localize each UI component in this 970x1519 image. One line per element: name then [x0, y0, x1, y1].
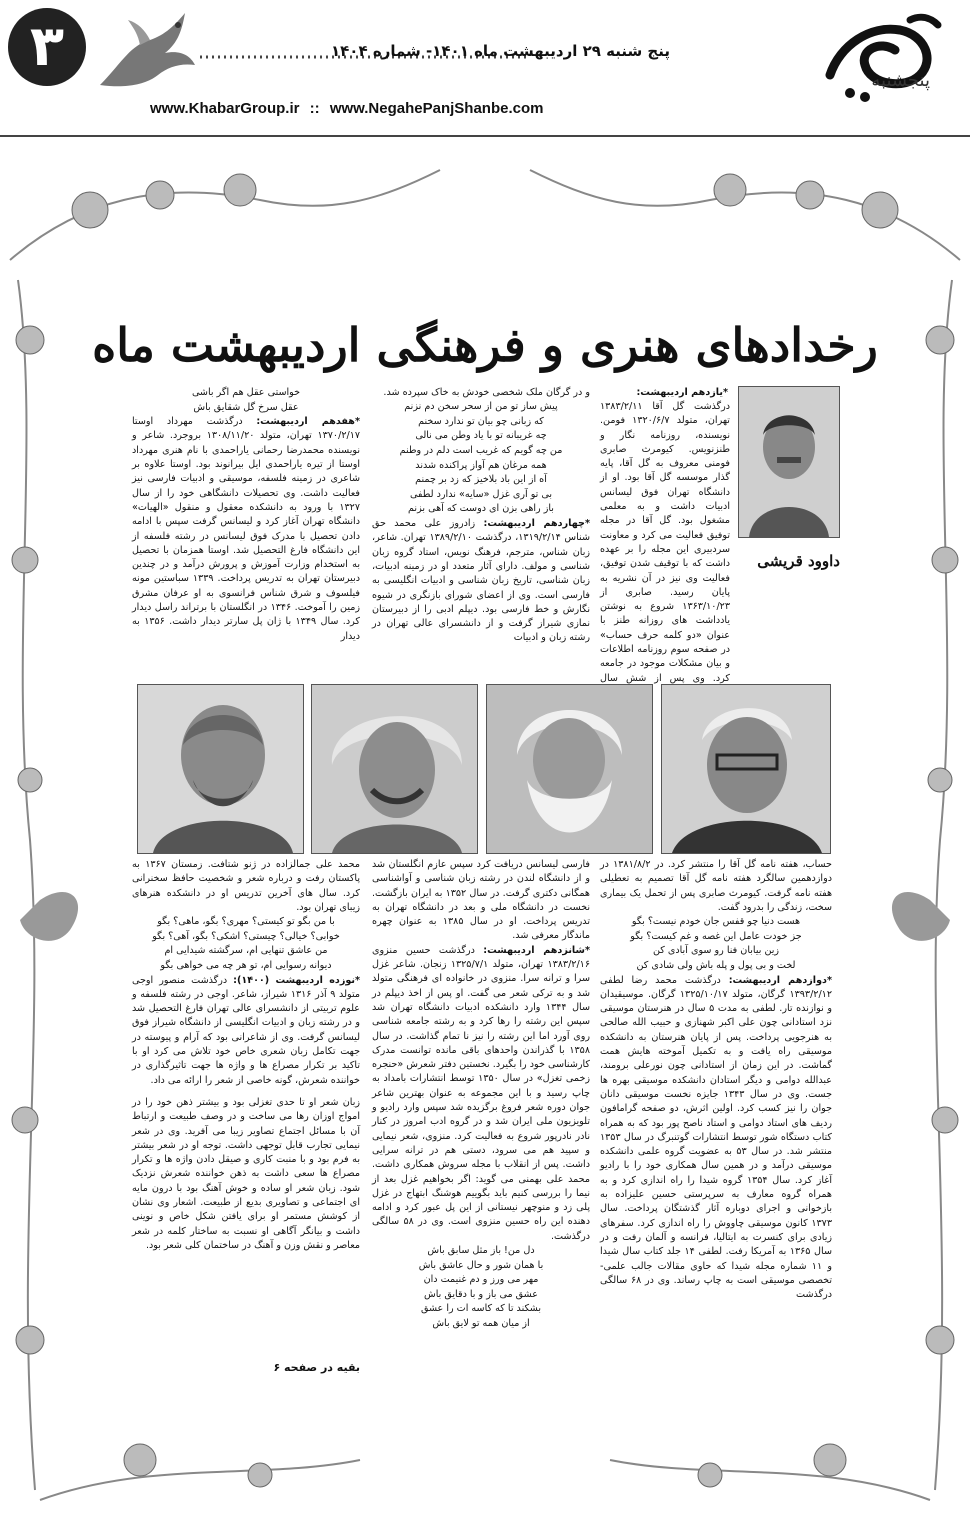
- paragraph: زبان شعر او تا حدی تغزلی بود و بیشتر ذهن خود را در امواج اوزان رها می ساخت و در وصف طبیعت و ارتباط آن با مسائل اجتماع تصاویر زیبا می آفرید. وی در شعر نیمایی تجارب قابل توجهی داشت. توجه او در شعر بیشتر به فرم بود و با منبت کاری و صیقل دادن واژه ها و تکرار مصراع ها سعی داشت به ذهن خواننده شعرش نزدیک شود. زبان شعر او ساده و خوش آهنگ بود با درون مایه ای اجتماعی و تصاویری بدیع از طبیعت. اشعار وی نشان از کوشش مستمر او برای یافتن شکل خاص و نوینی داشت و بیانگر آگاهی او نسبت به ساختار کلمه در شعر معاصر و نقش وزن و آهنگ در ساختمان کلی شعر بود.: [132, 1096, 360, 1251]
- verse-line: دیوانه رسوایی ام، تو هر چه می خواهی بگو: [160, 959, 332, 971]
- page-headline: رخدادهای هنری و فرهنگی اردیبهشت ماه: [92, 318, 878, 372]
- paragraph: درگذشت گل آقا ۱۳۸۳/۲/۱۱ تهران، متولد ۱۳۲۰/۶/۷ فومن. نویسنده، روزنامه نگار و طنزنویس. کیومرث صابری فومنی معروف به گل آقا، پایه گذار موسسه گل آقا بود. او از دانشگاه تهران فوق لیسانس ادبیات داشت و به معلمی مشغول بود. گل آقا در مجله توفیق فعالیت می کرد و معاونت سردبیری این مجله را بر عهده داشت که با توقیف شدن توفیق، فعالیت وی نیز در آن نشریه به پایان رسید. صابری از ۱۳۶۳/۱۰/۲۳ شروع به نوشتن یادداشت های روزانه طنز با عنوان «دو کلمه حرف حساب» در صفحه سوم روزنامه اطلاعات و بیان مشکلات موجود در جامعه کرد. وی پس از شش سال: [600, 401, 730, 684]
- date-label: *چهاردهم اردیبهشت:: [483, 518, 590, 530]
- portrait-photo-2: [311, 684, 478, 854]
- paragraph: فارسی لیسانس دریافت کرد سپس عازم انگلستان شد و از دانشگاه لندن در رشته زبان شناسی و آواشناسی همگانی دکتری گرفت. در سال ۱۳۵۲ به ایران بازگشت. نخست در دانشگاه ملی و بعد در دانشگاه تهران به تدریس پرداخت. او در سال ۱۳۸۵ به عنوان چهره ماندگار معرفی شد.: [372, 859, 590, 942]
- masthead: [0, 0, 970, 137]
- portrait-photo-4: [661, 684, 831, 854]
- portrait-photo-davoud-ghoreyshi: [738, 386, 840, 538]
- date-label: *دوازدهم اردیبهشت:: [728, 974, 832, 986]
- verse-line: خواستی عقل هم اگر باشی: [191, 387, 301, 398]
- verse-line: بی تو آری غزل «سایه» ندارد لطفی: [409, 488, 553, 500]
- website-link-negah[interactable]: www.NegahePanjShanbe.com: [329, 100, 544, 117]
- article-column-top-middle: [372, 386, 590, 686]
- verse-line: از میان همه تو لایق باش: [432, 1317, 530, 1329]
- paragraph: حساب، هفته نامه گل آقا را منتشر کرد. در ۱۳۸۱/۸/۲ در دوازدهمین سالگرد هفته نامه گل آقا تصمیم به تعطیلی هفته نامه گرفت. کیومرث صابری پس از تحمل یک بیماری سخت، زندگی را بدرود گفت.: [600, 859, 832, 913]
- verse-line: عشق می باز و با دقایق باش: [424, 1288, 538, 1300]
- paragraph: درگذشت مهرداد اوستا ۱۳۷۰/۲/۱۷ تهران، متولد ۱۳۰۸/۱۱/۲۰ بروجرد. شاعر و نویسنده محمدرضا رحمانی یاراحمدی با نام هنری مهرداد اوستا از تیره یاراحمدی ایل بیرانوند بود. اوستا علاوه بر شاعری در زمینه فلسفه، موسیقی و ادبیات فارسی نیز فعالیت داشت. وی تحصیلات دانشگاهی خود را از سال ۱۳۲۷ با ورود به دانشکده معقول و منقول «الهیات» دانشگاه تهران آغاز کرد و لیسانس گرفت سپس با ادامه دادن تحصیل با مدرک فوق لیسانس در رشته فلسفه از این دانشگاه فارغ التحصیل شد. اوستا همزمان با تحصیل به استخدام وزارت آموزش و پرورش درآمد و در چندین دبیرستان تهران به تدریس پرداخت. ۱۳۳۹ سباستین مونه فیلسوف و شرق شناس فرانسوی به او عرفان مشرق زمین را آموخت. ۱۳۴۶ در انگلستان با برتراند راسل دیدار کرد. سال ۱۳۴۹ با ژان پل سارتر دیدار داشت. ۱۳۵۶ به دیدار: [132, 416, 361, 642]
- verse-line: هست دنیا چو قفس جان خودم نیست؟ بگو: [631, 916, 801, 928]
- portrait-illustration-icon: [487, 685, 652, 853]
- page-number-badge: ۳: [8, 8, 86, 86]
- negah-logo: [810, 5, 950, 115]
- portrait-photo-1: [137, 684, 304, 854]
- verse-line: من عاشق تنهایی ام، سرگشته شیدایی ام: [164, 945, 328, 957]
- date-label: *نوزده اردیبهشت (۱۴۰۰):: [233, 974, 360, 986]
- article-column-bottom-right: [600, 858, 832, 1378]
- verse-line: بشکند تا که کاسه ات را عشق: [420, 1303, 541, 1315]
- article-column-top-right: [600, 400, 730, 690]
- paragraph: درگذشت منصور اوجی متولد ۹ آذر ۱۳۱۶ شیراز، شاعر. اوجی در رشته فلسفه و علوم تربیتی از دانشسرای عالی تهران فارغ التحصیل شد و در رشته زبان و ادبیات انگلیسی از دانشگاه شیراز فوق لیسانس گرفت. وی از شاعرانی بود که آرام و پیوسته در جهت تکامل زبان شعری خاص خود تلاش می کرد او با تاکید بر تکرار مصراع ها و واژه ها جهت تاثیرگذاری در خواننده شعرش، گونه خاصی از شعر را ارائه می داد.: [132, 974, 361, 1086]
- portrait-illustration-icon: [312, 685, 477, 853]
- verse-line: خوابی؟ خیالی؟ چیستی؟ اشکی؟ بگو، آهی؟ بگو: [152, 930, 340, 942]
- paragraph: محمد علی جمالزاده در ژنو شتافت. زمستان ۱۳۶۷ به پاکستان رفت و درباره شعر و شخصیت حافظ سخنرانی کرد. سال های آخرین تدریس او در دانشکده هنرهای زیبای تهران بود.: [132, 859, 360, 913]
- verse-line: آه از این باد بلاخیز که زد بر چمنم: [415, 474, 547, 486]
- verse-line: با همان شور و حال عاشق باش: [418, 1259, 544, 1271]
- verse-line: عقل سرخ گل شقایق باش: [193, 401, 299, 413]
- article-column-bottom-left: [132, 858, 360, 1358]
- verse-line: زین بیابان فنا رو سوی آبادی کن: [652, 945, 780, 957]
- paragraph: و در گرگان ملک شخصی خودش به خاک سپرده شد.: [383, 387, 590, 398]
- website-separator: ::: [309, 100, 320, 117]
- website-link-khabargroup[interactable]: www.KhabarGroup.ir: [150, 100, 300, 117]
- paragraph: درگذشت حسین منزوی ۱۳۸۳/۲/۱۶ تهران، متولد ۱۳۲۵/۷/۱ زنجان. شاعر غزل سرا و ترانه سرا. منزوی در خانواده ای فرهنگی متولد شد و به ترکی شعر می گفت. او پس از اخذ دیپلم در سال ۱۳۴۴ وارد دانشکده ادبیات دانشگاه تهران شد سپس این رشته را رها کرد و به رشته جامعه شناسی روی آورد اما این رشته را نیز نا تمام گذاشت. در سال ۱۳۵۸ با گذراندن واحدهای باقی مانده توانست مدرک کارشناسی خود را بگیرد. نخستین دفتر شعرش «حنجره زخمی تغزل» در سال ۱۳۵۰ توسط انتشارات بامداد به چاپ رسید و با این مجموعه به عنوان بهترین شاعر جوان دوره شعر فروغ برگزیده شد سپس وارد رادیو و تلویزیون ملی ایران شد و در گروه ادب امروز در کنار نادر نادرپور شروع به فعالیت کرد. منزوی، شعر نیمایی و سپید هم می سرود، دستی هم در ترانه سرایی داشت. پس از انقلاب با مجله سروش همکاری داشت. محمد علی بهمنی می گوید: اگر بخواهیم غزل بعد از نیما را بررسی کنیم باید بگوییم هوشنگ ابتهاج در غزل پلی زد و منوچهر نیستانی از این پل عبور کرد و ادامه دهنده این راه حسین منزوی است. وی در ۵۸ سالگی درگذشت.: [372, 944, 591, 1242]
- verse-line: باز راهی بزن ای دوست که آهی بزنم: [408, 503, 554, 515]
- phoenix-ornament-icon: [90, 5, 200, 95]
- verse-line: چه غریبانه تو با یاد وطن می نالی: [415, 430, 547, 442]
- date-label: *شانزدهم اردیبهشت:: [483, 944, 590, 956]
- verse-line: مهر می ورز و دم غنیمت دان: [423, 1274, 539, 1286]
- portrait-illustration-icon: [138, 685, 303, 853]
- verse-line: که زبانی چو بیان تو ندارد سخنم: [418, 415, 544, 427]
- logo-subtitle: پنجشنبه: [871, 70, 930, 91]
- portrait-illustration-icon: [739, 387, 839, 537]
- date-label: *هفدهم اردیبهشت:: [256, 416, 360, 428]
- photo-caption: داوود قریشی: [757, 552, 840, 570]
- verse-line: جز خودت عامل این غصه و غم کیست؟ بگو: [630, 930, 802, 942]
- verse-line: همه مرغان هم آواز پراکنده شدند: [415, 459, 547, 471]
- verse-line: لخت و بی پول و پله باش ولی شادی کن: [636, 959, 796, 971]
- portrait-photo-3: [486, 684, 653, 854]
- portrait-illustration-icon: [662, 685, 830, 853]
- issue-dateline: پنج شنبه ۲۹ اردیبهشت ماه ۱۴۰۱- شماره ۱۴۰۴: [331, 42, 670, 60]
- verse-line: پیش ساز تو من از سحر سخن دم نزنم: [404, 401, 558, 413]
- verse-line: با من بگو تو کیستی؟ مهری؟ بگو، ماهی؟ بگو: [157, 916, 335, 928]
- paragraph: درگذشت محمد رضا لطفی ۱۳۹۳/۲/۱۲ گرگان، متولد ۱۳۲۵/۱۰/۱۷ گرگان. موسیقیدان و نوازنده تار. لطفی به مدت ۵ سال در هنرستان موسیقی نزد استادانی چون علی اکبر شهنازی و حبیب الله صالحی به هنرجویی پرداخت. پس از پایان هنرستان به دانشکده موسیقی راه یافت و به تکمیل آموخته هایش همت گماشت. در این زمان از استادانی چون نورعلی برومند، عبدالله دوامی و دیگر استادان دانشکده موسیقی بهره ها جست. وی در سال ۱۳۴۳ جایزه نخست موسیقی دانان جوان را نیز کسب کرد. اولین اثرش، دو صفحه گرامافون ردیف های استاد دوامی و استاد ناصح پور بود که به همراه کتاب دستگاه شور توسط انتشارات گوتنبرگ در سال ۱۳۵۳ منتشر شد. در سال ۵۳ به عضویت گروه علمی دانشکده موسیقی درآمد و در همین سال همکاری خود را با رادیو آغاز کرد. سال ۱۳۵۴ گروه شیدا را راه اندازی کرد و به همراه گروه معارف به سرپرستی حسین علیزاده به بازخوانی و اجرای دوباره آثار گذشتگان پرداخت. سال ۱۳۷۳ کانون موسیقی چاووش را راه اندازی کرد. سفرهای زیادی برای کنسرت به ایتالیا، فرانسه و آلمان رفت و در سال ۱۳۶۵ به آمریکا رفت. لطفی ۱۴ جلد کتاب سال شیدا و ۱۱ شماره مجله شیدا که حاوی مقالات جالب علمی- تخصصی موسیقی است به چاپ رساند. وی در ۶۸ سالگی درگذشت: [600, 974, 833, 1301]
- verse-line: دل من! باز مثل سابق باش: [427, 1245, 535, 1257]
- article-column-bottom-middle: [372, 858, 590, 1378]
- date-label: *یازدهم اردیبهشت:: [636, 387, 728, 398]
- verse-line: من چه گویم که غریب است دلم در وطنم: [399, 445, 563, 457]
- website-links: [150, 100, 543, 117]
- paragraph: زادروز علی محمد حق شناس ۱۳۱۹/۲/۱۴، درگذشت ۱۳۸۹/۲/۱۰ تهران. شاعر، زبان شناس، مترجم، فرهنگ نویس، استاد گروه زبان شناسی و مولف. دارای آثار متعدد او در زمینه ادبیات، زبان شناسی، تاریخ زبان شناسی و ادبیات انگلیسی به فارسی است. وی از اعضای شورای بازنگری در شیوه نگارش و خط فارسی بود. دیپلم ادبی را از دبیرستان نمازی شیراز گرفت و از دانشسرای عالی تهران در رشته زبان و ادبیات: [372, 518, 590, 644]
- article-column-top-left: [132, 386, 360, 686]
- continued-on-page-6[interactable]: بقیه در صفحه ۶: [273, 1361, 360, 1374]
